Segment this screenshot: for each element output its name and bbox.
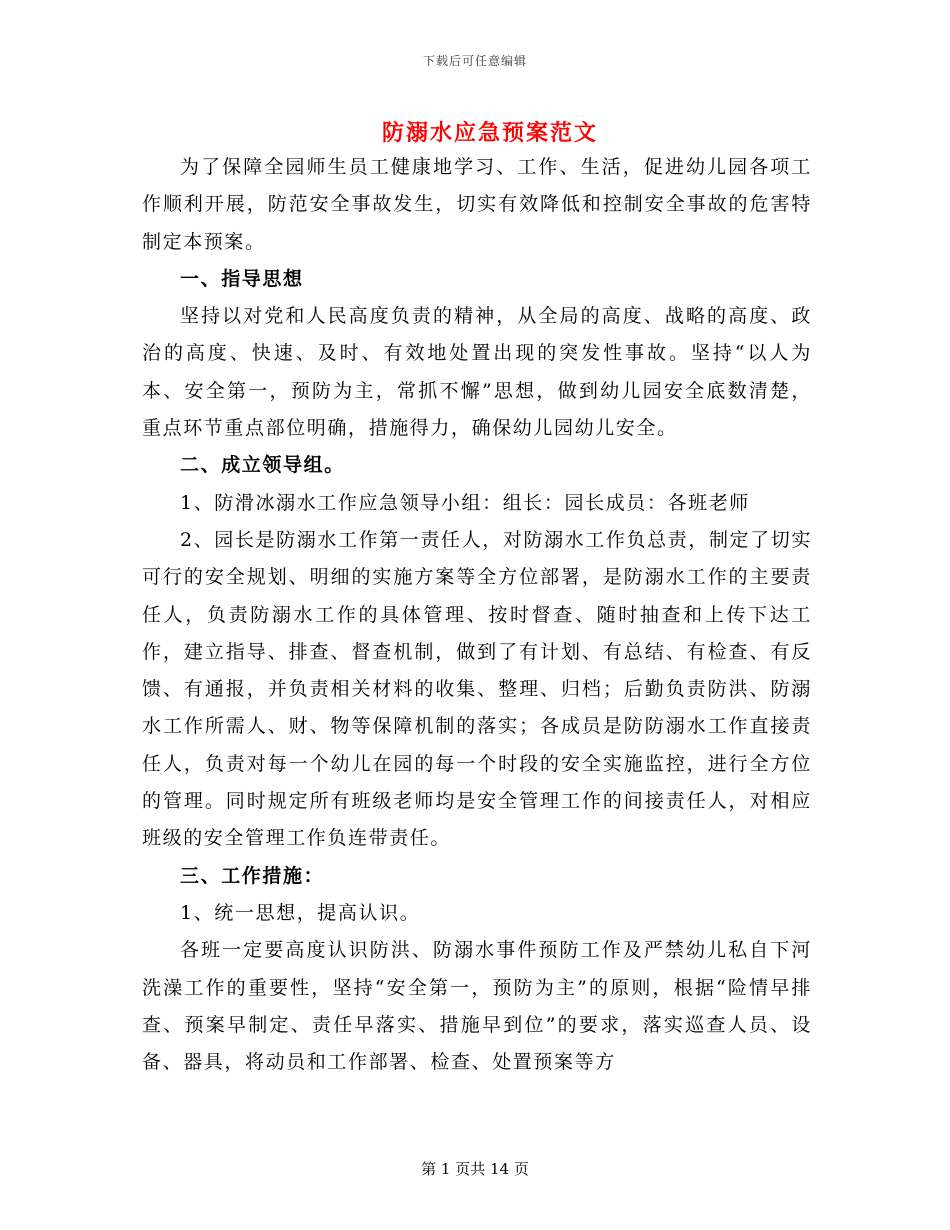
paragraph-leadership-duties: 2、园长是防溺水工作第一责任人，对防溺水工作负总责，制定了切实可行的安全规划、明细的实施方案等全方位部署，是防溺水工作的主要责任人，负责防溺水工作的具体管理、按时督查、随时抽查和上传下达工作，建立指导、排查、督查机制，做到了有计划、有总结、有检查、有反馈、有通报，并负责相关材料的收集、整理、归档；后勤负责防洪、防溺水工作所需人、财、物等保障机制的落实；各成员是防防溺水工作直接责任人，负责对每一个幼儿在园的每一个时段的安全实施监控，进行全方位的管理。同时规定所有班级老师均是安全管理工作的间接责任人，对相应班级的安全管理工作负连带责任。: [142, 528, 812, 850]
document-title: 防溺水应急预案范文: [381, 120, 598, 146]
paragraph-measure-1-title: 1、统一思想，提高认识。: [180, 901, 421, 924]
section-heading-work-measures: 三、工作措施：: [180, 864, 325, 887]
page-number: 第 1 页共 14 页: [421, 1160, 529, 1178]
paragraph-leadership-members: 1、防滑冰溺水工作应急领导小组：组长：园长成员：各班老师: [180, 491, 750, 514]
paragraph-measure-1-body: 各班一定要高度认识防洪、防溺水事件预防工作及严禁幼儿私自下河洗澡工作的重要性，坚持“安全第一，预防为主”的原则，根据“险情早排查、预案早制定、责任早落实、措施早到位”的要求，落实巡查人员、设备、器具，将动员和工作部署、检查、处置预案等方: [142, 939, 812, 1074]
document-body: [142, 149, 812, 1081]
section-heading-guiding-thought: 一、指导思想: [180, 267, 304, 290]
paragraph-guiding-thought: 坚持以对党和人民高度负责的精神，从全局的高度、战略的高度、政治的高度、快速、及时、有效地处置出现的突发性事故。坚持“以人为本、安全第一，预防为主，常抓不懈”思想，做到幼儿园安全底数清楚，重点环节重点部位明确，措施得力，确保幼儿园幼儿安全。: [142, 305, 812, 440]
header-note: 下载后可任意编辑: [422, 54, 527, 68]
paragraph-intro: 为了保障全园师生员工健康地学习、工作、生活，促进幼儿园各项工作顺利开展，防范安全事故发生，切实有效降低和控制安全事故的危害特制定本预案。: [142, 156, 812, 253]
section-heading-leadership-group: 二、成立领导组。: [180, 454, 345, 477]
